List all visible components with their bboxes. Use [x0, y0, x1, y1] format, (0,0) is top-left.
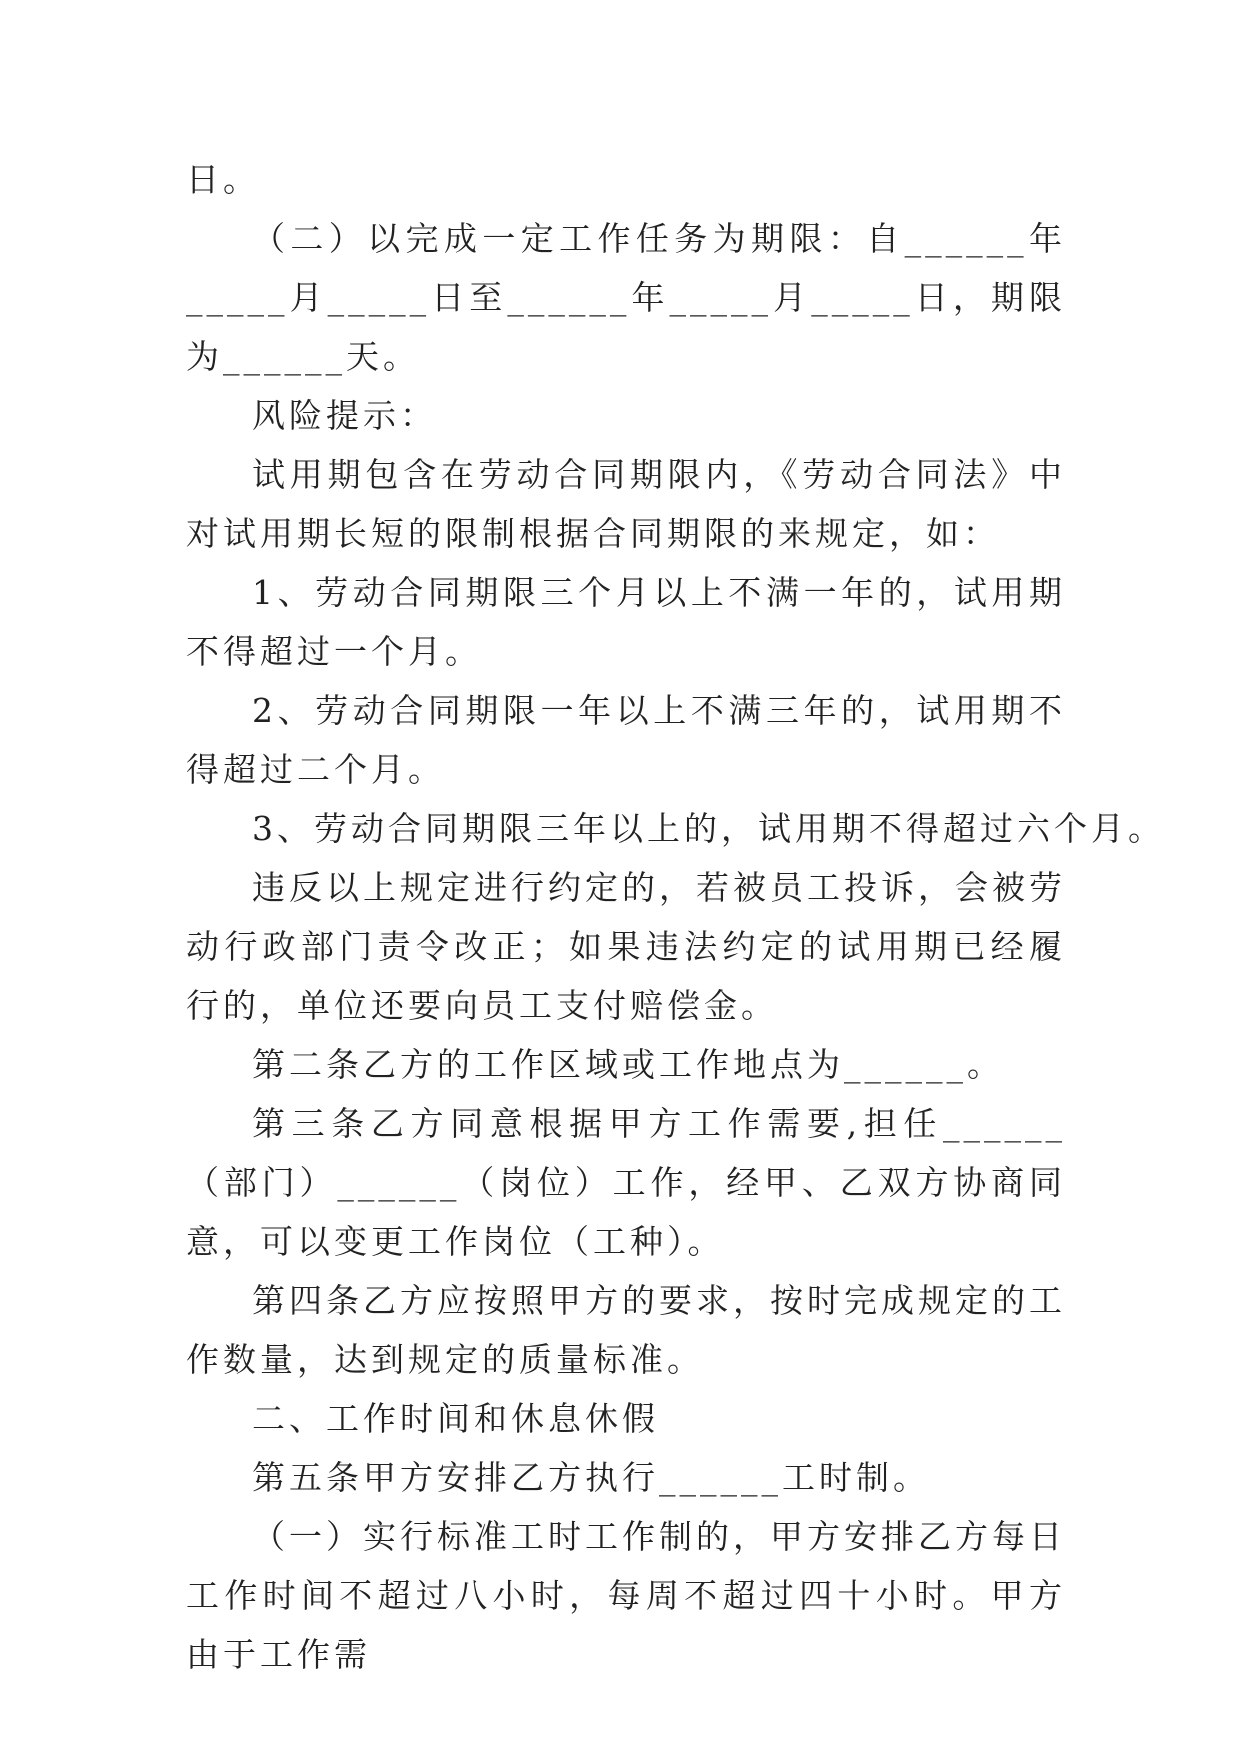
paragraph-article-5: 第五条甲方安排乙方执行______工时制。 — [252, 1458, 930, 1497]
document-body — [186, 150, 1165, 1684]
paragraph-rule-2: 2、劳动合同期限一年以上不满三年的，试用期不得超过二个月。 — [186, 691, 1066, 789]
paragraph-violation: 违反以上规定进行约定的，若被员工投诉，会被劳动行政部门责令改正；如果违法约定的试用期已经履行的，单位还要向员工支付赔偿金。 — [186, 868, 1066, 1025]
paragraph-rule-1: 1、劳动合同期限三个月以上不满一年的，试用期不得超过一个月。 — [186, 573, 1066, 671]
paragraph-standard-hours: （一）实行标准工时工作制的，甲方安排乙方每日工作时间不超过八小时，每周不超过四十小时。甲方由于工作需 — [186, 1517, 1066, 1674]
paragraph-probation-intro: 试用期包含在劳动合同期限内，《劳动合同法》中对试用期长短的限制根据合同期限的来规定，如： — [186, 455, 1066, 553]
paragraph-rule-3: 3、劳动合同期限三年以上的，试用期不得超过六个月。 — [252, 809, 1165, 848]
paragraph-continuation: 日。 — [186, 160, 260, 199]
paragraph-article-3: 第三条乙方同意根据甲方工作需要,担任______（部门）______（岗位）工作，经甲、乙双方协商同意，可以变更工作岗位（工种）。 — [186, 1104, 1066, 1261]
section-heading-work-time: 二、工作时间和休息休假 — [252, 1399, 659, 1438]
paragraph-risk-heading: 风险提示： — [252, 396, 437, 435]
paragraph-article-4: 第四条乙方应按照甲方的要求，按时完成规定的工作数量，达到规定的质量标准。 — [186, 1281, 1066, 1379]
paragraph-task-term: （二）以完成一定工作任务为期限：自______年_____月_____日至______年_____月_____日，期限为______天。 — [186, 219, 1066, 376]
paragraph-article-2: 第二条乙方的工作区域或工作地点为______。 — [252, 1045, 1004, 1084]
